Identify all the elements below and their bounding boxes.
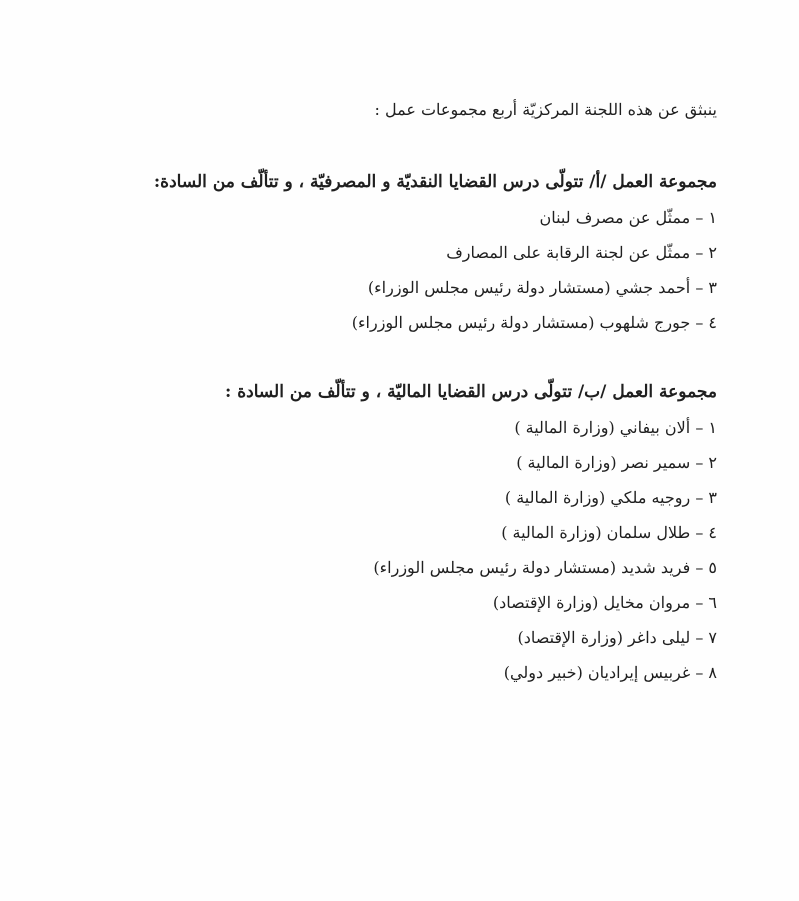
group-a-title: مجموعة العمل /أ/ تتولّى درس القضايا النقديّة و المصرفيّة ، و تتألّف من السادة: (153, 172, 717, 192)
list-item: ٨ – غربيس إيراديان (خبير دولي) (503, 663, 717, 682)
list-item: ٧ – ليلى داغر (وزارة الإقتصاد) (517, 628, 717, 647)
list-item: ٣ – أحمد جشي (مستشار دولة رئيس مجلس الوزراء) (367, 278, 717, 297)
intro-paragraph: ينبثق عن هذه اللجنة المركزيّة أربع مجموعات عمل : (374, 100, 717, 119)
list-item: ٢ – ممثّل عن لجنة الرقابة على المصارف (446, 243, 717, 262)
list-item: ٢ – سمير نصر (وزارة المالية ) (516, 453, 717, 472)
list-item: ٤ – طلال سلمان (وزارة المالية ) (501, 523, 717, 542)
group-b-title: مجموعة العمل /ب/ تتولّى درس القضايا الماليّة ، و تتألّف من السادة : (225, 382, 717, 402)
list-item: ٥ – فريد شديد (مستشار دولة رئيس مجلس الوزراء) (373, 558, 717, 577)
list-item: ١ – ألان بيفاني (وزارة المالية ) (514, 418, 717, 437)
list-item: ٣ – روجيه ملكي (وزارة المالية ) (504, 488, 717, 507)
document-body (77, 92, 717, 690)
group-b-members (77, 410, 717, 690)
list-item: ٤ – جورج شلهوب (مستشار دولة رئيس مجلس الوزراء) (351, 313, 717, 332)
group-a-members (77, 200, 717, 340)
list-item: ١ – ممثّل عن مصرف لبنان (539, 208, 717, 227)
list-item: ٦ – مروان مخايل (وزارة الإقتصاد) (492, 593, 717, 612)
